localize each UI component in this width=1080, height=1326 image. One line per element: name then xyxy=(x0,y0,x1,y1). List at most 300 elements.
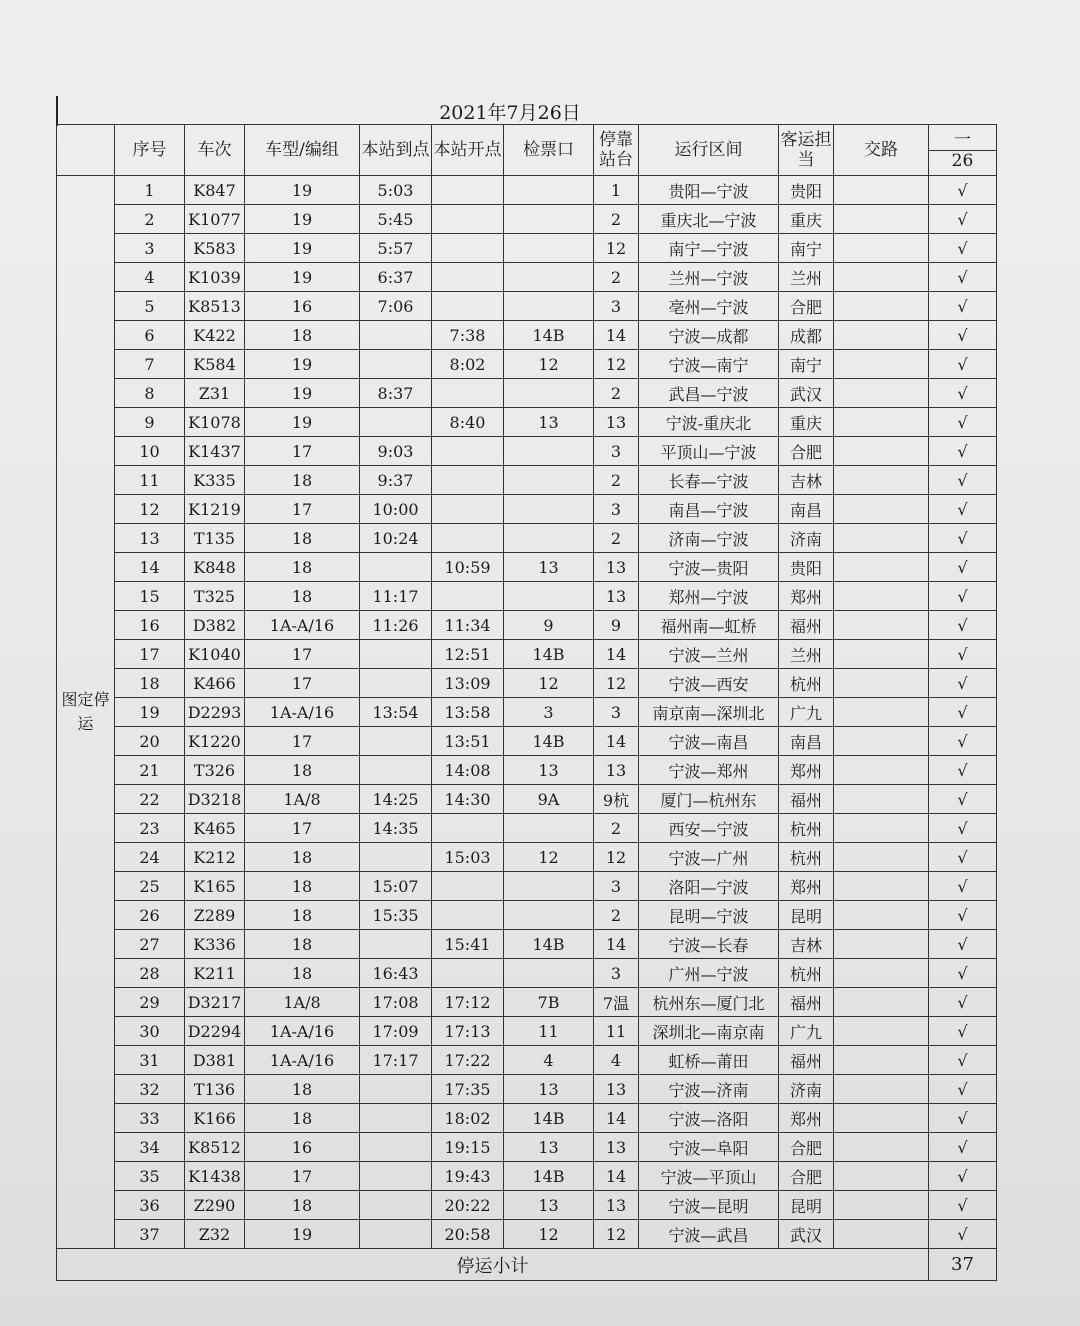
check-mark: √ xyxy=(929,901,997,930)
header-page-number xyxy=(929,125,997,176)
cell-platform: 14 xyxy=(594,930,639,959)
cell-operator: 武汉 xyxy=(779,379,834,408)
subtotal-row xyxy=(57,1249,997,1281)
cell-depart xyxy=(432,959,504,988)
cell-route: 宁波—昆明 xyxy=(639,1191,779,1220)
cell-operator: 杭州 xyxy=(779,669,834,698)
cell-train: D3217 xyxy=(185,988,245,1017)
cell-depart: 13:09 xyxy=(432,669,504,698)
check-mark: √ xyxy=(929,1017,997,1046)
cell-depart xyxy=(432,379,504,408)
cell-train: Z289 xyxy=(185,901,245,930)
cell-route: 南京南—深圳北 xyxy=(639,698,779,727)
cell-route: 平顶山—宁波 xyxy=(639,437,779,466)
table-row xyxy=(57,495,997,524)
cell-train: K1437 xyxy=(185,437,245,466)
cell-gate: 14B xyxy=(504,1104,594,1133)
left-margin-line xyxy=(56,96,58,126)
cell-handover xyxy=(834,292,929,321)
cell-operator: 合肥 xyxy=(779,437,834,466)
table-row xyxy=(57,785,997,814)
cell-route: 杭州东—厦门北 xyxy=(639,988,779,1017)
cell-arrive: 9:37 xyxy=(360,466,432,495)
cell-route: 深圳北—南京南 xyxy=(639,1017,779,1046)
table-row xyxy=(57,1162,997,1191)
cell-platform: 2 xyxy=(594,379,639,408)
cell-platform: 12 xyxy=(594,1220,639,1249)
cell-arrive xyxy=(360,1191,432,1220)
cell-model: 19 xyxy=(245,234,360,263)
cell-gate xyxy=(504,959,594,988)
cell-route: 长春—宁波 xyxy=(639,466,779,495)
cell-platform: 14 xyxy=(594,1104,639,1133)
cell-seq: 16 xyxy=(115,611,185,640)
cell-seq: 14 xyxy=(115,553,185,582)
cell-arrive: 11:26 xyxy=(360,611,432,640)
cell-model: 19 xyxy=(245,408,360,437)
check-mark: √ xyxy=(929,176,997,205)
cell-seq: 26 xyxy=(115,901,185,930)
cell-arrive xyxy=(360,756,432,785)
cell-route: 洛阳—宁波 xyxy=(639,872,779,901)
cell-handover xyxy=(834,843,929,872)
cell-train: T135 xyxy=(185,524,245,553)
table-row xyxy=(57,205,997,234)
cell-handover xyxy=(834,756,929,785)
cell-handover xyxy=(834,437,929,466)
page-number-top: 一 xyxy=(954,129,971,150)
cell-depart xyxy=(432,263,504,292)
cell-operator: 吉林 xyxy=(779,466,834,495)
cell-handover xyxy=(834,1191,929,1220)
cell-operator: 杭州 xyxy=(779,843,834,872)
cell-depart: 19:43 xyxy=(432,1162,504,1191)
cell-operator: 郑州 xyxy=(779,872,834,901)
cell-gate: 11 xyxy=(504,1017,594,1046)
cell-model: 18 xyxy=(245,930,360,959)
cell-platform: 13 xyxy=(594,408,639,437)
header-model: 车型/编组 xyxy=(245,125,360,176)
cell-seq: 29 xyxy=(115,988,185,1017)
cell-route: 宁波—广州 xyxy=(639,843,779,872)
cell-arrive: 17:17 xyxy=(360,1046,432,1075)
cell-operator: 杭州 xyxy=(779,959,834,988)
cell-route: 宁波—南昌 xyxy=(639,727,779,756)
cell-arrive xyxy=(360,321,432,350)
header-blank xyxy=(57,125,115,176)
cell-depart: 15:03 xyxy=(432,843,504,872)
header-seq: 序号 xyxy=(115,125,185,176)
cell-platform: 3 xyxy=(594,292,639,321)
cell-operator: 济南 xyxy=(779,1075,834,1104)
cell-seq: 6 xyxy=(115,321,185,350)
cell-arrive: 17:09 xyxy=(360,1017,432,1046)
cell-seq: 7 xyxy=(115,350,185,379)
cell-gate: 12 xyxy=(504,350,594,379)
cell-depart: 10:59 xyxy=(432,553,504,582)
cell-gate: 13 xyxy=(504,1075,594,1104)
check-mark: √ xyxy=(929,1133,997,1162)
cell-operator: 兰州 xyxy=(779,640,834,669)
cell-model: 18 xyxy=(245,466,360,495)
cell-gate: 12 xyxy=(504,843,594,872)
cell-route: 福州南—虹桥 xyxy=(639,611,779,640)
cell-handover xyxy=(834,814,929,843)
check-mark: √ xyxy=(929,1220,997,1249)
table-row xyxy=(57,1220,997,1249)
check-mark: √ xyxy=(929,669,997,698)
check-mark: √ xyxy=(929,930,997,959)
cell-seq: 18 xyxy=(115,669,185,698)
cell-operator: 福州 xyxy=(779,1046,834,1075)
cell-train: K1219 xyxy=(185,495,245,524)
check-mark: √ xyxy=(929,582,997,611)
cell-operator: 武汉 xyxy=(779,1220,834,1249)
cell-depart: 17:22 xyxy=(432,1046,504,1075)
check-mark: √ xyxy=(929,553,997,582)
cell-arrive xyxy=(360,408,432,437)
cell-handover xyxy=(834,350,929,379)
cell-gate: 14B xyxy=(504,1162,594,1191)
cell-seq: 23 xyxy=(115,814,185,843)
cell-platform: 13 xyxy=(594,553,639,582)
cell-depart: 11:34 xyxy=(432,611,504,640)
cell-arrive: 14:35 xyxy=(360,814,432,843)
cell-model: 17 xyxy=(245,669,360,698)
cell-operator: 杭州 xyxy=(779,814,834,843)
cell-route: 宁波-重庆北 xyxy=(639,408,779,437)
cell-depart: 8:40 xyxy=(432,408,504,437)
cell-seq: 3 xyxy=(115,234,185,263)
cell-arrive: 5:03 xyxy=(360,176,432,205)
cell-handover xyxy=(834,1133,929,1162)
cell-seq: 5 xyxy=(115,292,185,321)
cell-handover xyxy=(834,959,929,988)
cell-arrive xyxy=(360,1104,432,1133)
check-mark: √ xyxy=(929,872,997,901)
table-row xyxy=(57,640,997,669)
cell-model: 18 xyxy=(245,1191,360,1220)
table-row xyxy=(57,1017,997,1046)
cell-platform: 9 xyxy=(594,611,639,640)
cell-seq: 17 xyxy=(115,640,185,669)
cell-gate: 13 xyxy=(504,1191,594,1220)
check-mark: √ xyxy=(929,988,997,1017)
cell-arrive: 15:07 xyxy=(360,872,432,901)
cell-operator: 重庆 xyxy=(779,205,834,234)
cell-train: K584 xyxy=(185,350,245,379)
cell-handover xyxy=(834,495,929,524)
cell-depart: 8:02 xyxy=(432,350,504,379)
cell-route: 宁波—兰州 xyxy=(639,640,779,669)
check-mark: √ xyxy=(929,234,997,263)
cell-train: D382 xyxy=(185,611,245,640)
cell-model: 1A-A/16 xyxy=(245,1017,360,1046)
table-row xyxy=(57,698,997,727)
cell-route: 宁波—南宁 xyxy=(639,350,779,379)
cell-arrive: 15:35 xyxy=(360,901,432,930)
cell-model: 18 xyxy=(245,1104,360,1133)
cell-operator: 贵阳 xyxy=(779,553,834,582)
cell-train: K1039 xyxy=(185,263,245,292)
cell-arrive: 8:37 xyxy=(360,379,432,408)
cell-handover xyxy=(834,1075,929,1104)
page-number-bottom: 26 xyxy=(929,150,996,171)
cell-depart: 17:35 xyxy=(432,1075,504,1104)
cell-seq: 27 xyxy=(115,930,185,959)
cell-model: 19 xyxy=(245,263,360,292)
cell-train: K335 xyxy=(185,466,245,495)
cell-seq: 30 xyxy=(115,1017,185,1046)
cell-route: 宁波—长春 xyxy=(639,930,779,959)
cell-route: 昆明—宁波 xyxy=(639,901,779,930)
cell-gate: 14B xyxy=(504,321,594,350)
cell-gate xyxy=(504,437,594,466)
table-row xyxy=(57,959,997,988)
cell-operator: 郑州 xyxy=(779,1104,834,1133)
cell-arrive xyxy=(360,1220,432,1249)
cell-model: 18 xyxy=(245,756,360,785)
cell-model: 1A/8 xyxy=(245,785,360,814)
cell-train: Z31 xyxy=(185,379,245,408)
cell-depart xyxy=(432,292,504,321)
cell-train: Z32 xyxy=(185,1220,245,1249)
cell-arrive xyxy=(360,1162,432,1191)
cell-gate: 9A xyxy=(504,785,594,814)
table-row xyxy=(57,176,997,205)
check-mark: √ xyxy=(929,408,997,437)
cell-gate: 14B xyxy=(504,727,594,756)
cell-route: 厦门—杭州东 xyxy=(639,785,779,814)
check-mark: √ xyxy=(929,524,997,553)
cell-seq: 35 xyxy=(115,1162,185,1191)
check-mark: √ xyxy=(929,1046,997,1075)
table-row xyxy=(57,930,997,959)
cell-handover xyxy=(834,872,929,901)
cell-gate xyxy=(504,205,594,234)
cell-train: K336 xyxy=(185,930,245,959)
cell-platform: 1 xyxy=(594,176,639,205)
cell-platform: 12 xyxy=(594,669,639,698)
cell-gate xyxy=(504,234,594,263)
cell-seq: 34 xyxy=(115,1133,185,1162)
header-handover: 交路 xyxy=(834,125,929,176)
cell-model: 16 xyxy=(245,292,360,321)
cell-arrive: 10:00 xyxy=(360,495,432,524)
cell-model: 1A-A/16 xyxy=(245,698,360,727)
cell-depart xyxy=(432,524,504,553)
cell-gate: 14B xyxy=(504,930,594,959)
table-row xyxy=(57,408,997,437)
cell-gate xyxy=(504,814,594,843)
cell-platform: 7温 xyxy=(594,988,639,1017)
cell-seq: 21 xyxy=(115,756,185,785)
cell-seq: 20 xyxy=(115,727,185,756)
cell-route: 宁波—阜阳 xyxy=(639,1133,779,1162)
check-mark: √ xyxy=(929,1162,997,1191)
cell-route: 宁波—成都 xyxy=(639,321,779,350)
cell-platform: 2 xyxy=(594,901,639,930)
cell-model: 18 xyxy=(245,321,360,350)
cell-route: 亳州—宁波 xyxy=(639,292,779,321)
cell-depart xyxy=(432,437,504,466)
cell-platform: 13 xyxy=(594,1191,639,1220)
table-row xyxy=(57,466,997,495)
cell-depart: 17:12 xyxy=(432,988,504,1017)
check-mark: √ xyxy=(929,1104,997,1133)
cell-model: 18 xyxy=(245,582,360,611)
table-row xyxy=(57,988,997,1017)
cell-gate: 13 xyxy=(504,408,594,437)
cell-arrive xyxy=(360,350,432,379)
cell-route: 虹桥—莆田 xyxy=(639,1046,779,1075)
cell-handover xyxy=(834,930,929,959)
cell-operator: 广九 xyxy=(779,698,834,727)
cell-seq: 31 xyxy=(115,1046,185,1075)
table-row xyxy=(57,379,997,408)
cell-model: 18 xyxy=(245,901,360,930)
cell-depart xyxy=(432,901,504,930)
cell-route: 济南—宁波 xyxy=(639,524,779,553)
table-row xyxy=(57,1133,997,1162)
table-row xyxy=(57,901,997,930)
cell-handover xyxy=(834,379,929,408)
table-row xyxy=(57,727,997,756)
header-platform: 停靠站台 xyxy=(594,125,639,176)
cell-depart: 13:51 xyxy=(432,727,504,756)
cell-train: D3218 xyxy=(185,785,245,814)
check-mark: √ xyxy=(929,495,997,524)
cell-model: 19 xyxy=(245,205,360,234)
cell-arrive: 16:43 xyxy=(360,959,432,988)
cell-model: 19 xyxy=(245,379,360,408)
cell-seq: 37 xyxy=(115,1220,185,1249)
cell-depart xyxy=(432,582,504,611)
cell-platform: 14 xyxy=(594,321,639,350)
cell-seq: 32 xyxy=(115,1075,185,1104)
cell-handover xyxy=(834,698,929,727)
cell-arrive: 11:17 xyxy=(360,582,432,611)
cell-model: 18 xyxy=(245,872,360,901)
cell-handover xyxy=(834,176,929,205)
cell-arrive xyxy=(360,553,432,582)
cell-train: T136 xyxy=(185,1075,245,1104)
cell-depart xyxy=(432,872,504,901)
cell-operator: 郑州 xyxy=(779,756,834,785)
check-mark: √ xyxy=(929,698,997,727)
cell-platform: 2 xyxy=(594,466,639,495)
cell-model: 19 xyxy=(245,1220,360,1249)
cell-operator: 昆明 xyxy=(779,1191,834,1220)
cell-operator: 福州 xyxy=(779,611,834,640)
table-row xyxy=(57,292,997,321)
cell-gate xyxy=(504,292,594,321)
cell-route: 武昌—宁波 xyxy=(639,379,779,408)
check-mark: √ xyxy=(929,205,997,234)
cell-gate: 12 xyxy=(504,669,594,698)
header-gate: 检票口 xyxy=(504,125,594,176)
cell-platform: 4 xyxy=(594,1046,639,1075)
header-operator: 客运担当 xyxy=(779,125,834,176)
cell-gate xyxy=(504,466,594,495)
cell-depart: 7:38 xyxy=(432,321,504,350)
cell-model: 18 xyxy=(245,553,360,582)
cell-route: 宁波—平顶山 xyxy=(639,1162,779,1191)
cell-model: 17 xyxy=(245,640,360,669)
cell-route: 宁波—贵阳 xyxy=(639,553,779,582)
cell-model: 16 xyxy=(245,1133,360,1162)
check-mark: √ xyxy=(929,437,997,466)
cell-train: K1078 xyxy=(185,408,245,437)
cell-arrive xyxy=(360,640,432,669)
check-mark: √ xyxy=(929,1075,997,1104)
cell-platform: 2 xyxy=(594,263,639,292)
header-depart: 本站开点 xyxy=(432,125,504,176)
cell-handover xyxy=(834,263,929,292)
cell-seq: 8 xyxy=(115,379,185,408)
check-mark: √ xyxy=(929,640,997,669)
header-train: 车次 xyxy=(185,125,245,176)
cell-gate: 13 xyxy=(504,756,594,785)
cell-seq: 25 xyxy=(115,872,185,901)
cell-gate xyxy=(504,524,594,553)
cell-handover xyxy=(834,408,929,437)
cell-route: 宁波—郑州 xyxy=(639,756,779,785)
cell-depart xyxy=(432,466,504,495)
cell-seq: 9 xyxy=(115,408,185,437)
cell-route: 宁波—济南 xyxy=(639,1075,779,1104)
cell-platform: 3 xyxy=(594,437,639,466)
cell-train: K1438 xyxy=(185,1162,245,1191)
cell-operator: 南宁 xyxy=(779,234,834,263)
cell-gate: 13 xyxy=(504,553,594,582)
cell-gate: 3 xyxy=(504,698,594,727)
cell-arrive xyxy=(360,930,432,959)
cell-platform: 13 xyxy=(594,1133,639,1162)
cell-model: 1A-A/16 xyxy=(245,611,360,640)
check-mark: √ xyxy=(929,727,997,756)
check-mark: √ xyxy=(929,843,997,872)
cell-route: 广州—宁波 xyxy=(639,959,779,988)
cell-train: T325 xyxy=(185,582,245,611)
cell-model: 1A-A/16 xyxy=(245,1046,360,1075)
cell-depart xyxy=(432,205,504,234)
table-row xyxy=(57,263,997,292)
cell-gate xyxy=(504,379,594,408)
cell-handover xyxy=(834,988,929,1017)
cell-seq: 4 xyxy=(115,263,185,292)
cell-train: K583 xyxy=(185,234,245,263)
subtotal-value: 37 xyxy=(929,1249,997,1281)
cell-handover xyxy=(834,611,929,640)
cell-seq: 11 xyxy=(115,466,185,495)
cell-gate xyxy=(504,901,594,930)
cell-arrive: 14:25 xyxy=(360,785,432,814)
cell-handover xyxy=(834,640,929,669)
cell-gate: 7B xyxy=(504,988,594,1017)
cell-gate xyxy=(504,176,594,205)
cell-seq: 1 xyxy=(115,176,185,205)
cell-route: 重庆北—宁波 xyxy=(639,205,779,234)
cell-handover xyxy=(834,669,929,698)
cell-gate: 14B xyxy=(504,640,594,669)
cell-model: 19 xyxy=(245,176,360,205)
cell-platform: 2 xyxy=(594,205,639,234)
cell-platform: 3 xyxy=(594,959,639,988)
cell-route: 宁波—洛阳 xyxy=(639,1104,779,1133)
cell-seq: 24 xyxy=(115,843,185,872)
cell-arrive: 13:54 xyxy=(360,698,432,727)
